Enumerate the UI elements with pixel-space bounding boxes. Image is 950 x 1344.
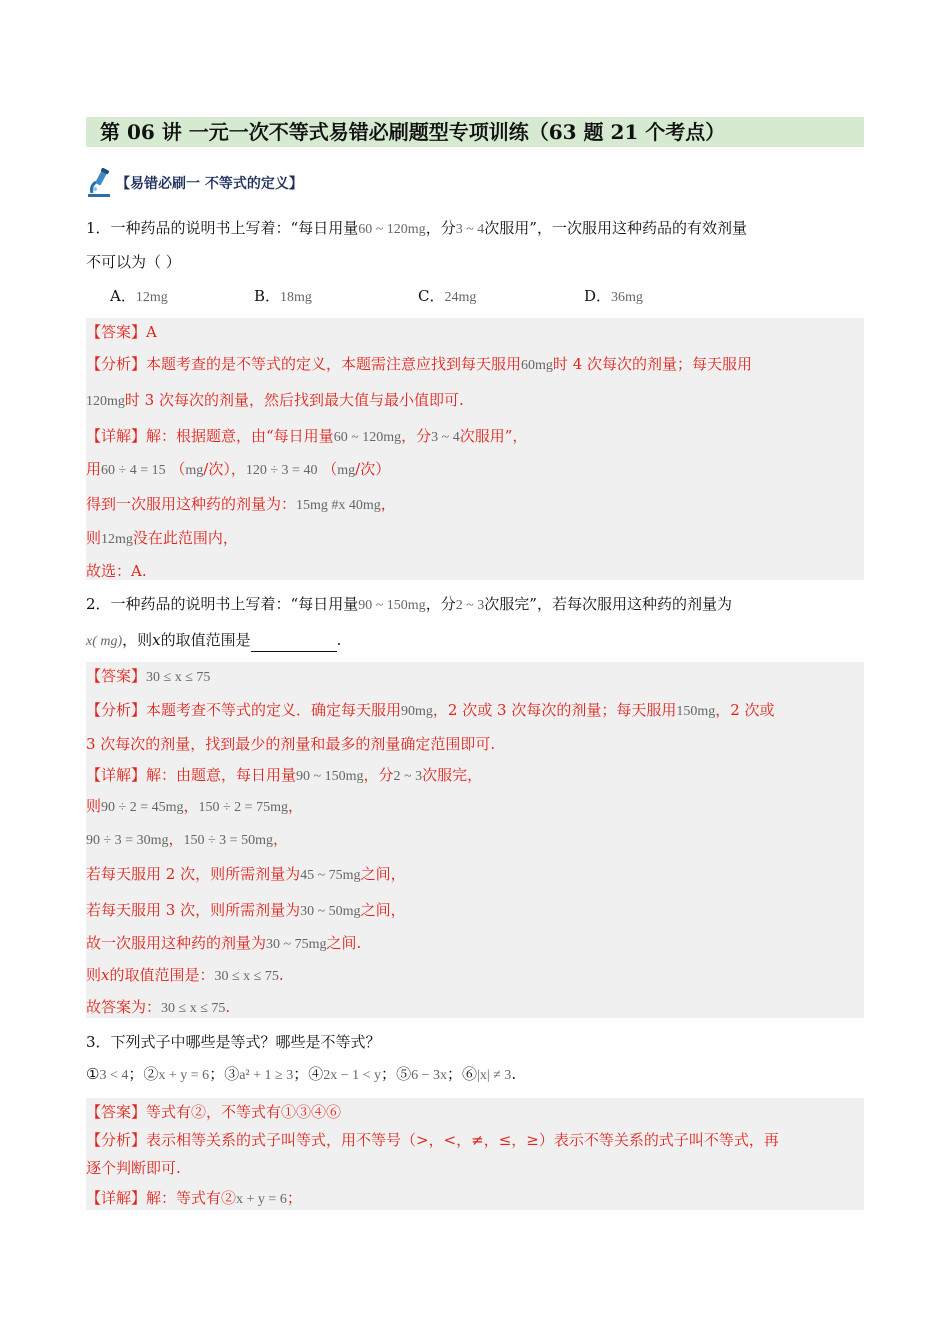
q3-analysis-line1: 【分析】表示相等关系的式子叫等式，用不等号（>，<，≠，≤，≥）表示不等关系的式子叫不等式，再 <box>86 1131 779 1149</box>
q2-detail-line1: 【详解】解：由题意，每日用量90 ~ 150mg，分2 ~ 3次服完， <box>86 766 483 784</box>
q2-analysis-line2: 3 次每次的剂量，找到最少的剂量和最多的剂量确定范围即可. <box>86 735 496 753</box>
q2-answer: 【答案】30 ≤ x ≤ 75 <box>86 667 211 685</box>
section-label: 【易错必刷一 不等式的定义】 <box>116 176 303 192</box>
q1-stem-line2: 不可以为（ ） <box>86 253 181 271</box>
q2-detail-line2: 则90 ÷ 2 = 45mg，150 ÷ 2 = 75mg， <box>86 797 303 815</box>
q2-analysis-line1: 【分析】本题考查不等式的定义．确定每天服用90mg，2 次或 3 次每次的剂量；每天服用150mg，2 次或 <box>86 701 775 719</box>
section-header <box>86 168 486 198</box>
q3-stem-line1: 3．下列式子中哪些是等式？哪些是不等式？ <box>86 1033 381 1051</box>
q1-option-c[interactable]: C．24mg <box>418 287 477 305</box>
q1-detail-line2: 用60 ÷ 4 = 15 （mg/次），120 ÷ 3 = 40 （mg/次） <box>86 460 391 478</box>
q1-answer: 【答案】A <box>86 323 157 341</box>
q1-detail-line3: 得到一次服用这种药的剂量为：15mg #x 40mg， <box>86 495 396 513</box>
q1-stem-line1: 1．一种药品的说明书上写着：“每日用量60 ~ 120mg，分3 ~ 4次服用”，一次服用这种药品的有效剂量 <box>86 219 747 237</box>
q3-analysis-line2: 逐个判断即可. <box>86 1159 181 1177</box>
q2-detail-line8: 故答案为：30 ≤ x ≤ 75. <box>86 998 231 1016</box>
q2-stem-line1: 2．一种药品的说明书上写着：“每日用量90 ~ 150mg，分2 ~ 3次服完”，若每次服用这种药的剂量为 <box>86 595 732 613</box>
q1-detail-line5: 故选：A. <box>86 562 147 580</box>
page-title: 第 06 讲 一元一次不等式易错必刷题型专项训练（63 题 21 个考点） <box>100 120 726 144</box>
q3-detail-line1: 【详解】解：等式有②x + y = 6； <box>86 1189 302 1207</box>
microscope-icon <box>86 168 114 198</box>
q2-detail-line7: 则x的取值范围是：30 ≤ x ≤ 75. <box>86 966 284 984</box>
q1-analysis-line2: 120mg时 3 次每次的剂量，然后找到最大值与最小值即可. <box>86 391 464 409</box>
q2-detail-line5: 若每天服用 3 次，则所需剂量为30 ~ 50mg之间， <box>86 901 406 919</box>
q1-option-a[interactable]: A．12mg <box>110 287 168 305</box>
q1-option-b[interactable]: B．18mg <box>254 287 312 305</box>
q1-detail-line1: 【详解】解：根据题意，由“每日用量60 ~ 120mg，分3 ~ 4次服用”， <box>86 427 528 445</box>
q2-detail-line6: 故一次服用这种药的剂量为30 ~ 75mg之间. <box>86 934 362 952</box>
q3-answer: 【答案】等式有②，不等式有①③④⑥ <box>86 1103 342 1121</box>
q2-stem-line2: x( mg)，则x的取值范围是 . <box>86 630 341 652</box>
q1-analysis-line1: 【分析】本题考查的是不等式的定义，本题需注意应找到每天服用60mg时 4 次每次的剂量；每天服用 <box>86 355 753 373</box>
q2-detail-line3: 90 ÷ 3 = 30mg，150 ÷ 3 = 50mg， <box>86 830 288 848</box>
q2-detail-line4: 若每天服用 2 次，则所需剂量为45 ~ 75mg之间， <box>86 865 406 883</box>
answer-blank[interactable] <box>251 635 337 652</box>
q1-option-d[interactable]: D．36mg <box>584 287 643 305</box>
q1-detail-line4: 则12mg没在此范围内， <box>86 529 238 547</box>
q3-stem-line2: ①3 < 4；②x + y = 6；③a² + 1 ≥ 3；④2x − 1 < y；⑤6 − 3x；⑥|x| ≠ 3. <box>86 1065 517 1083</box>
